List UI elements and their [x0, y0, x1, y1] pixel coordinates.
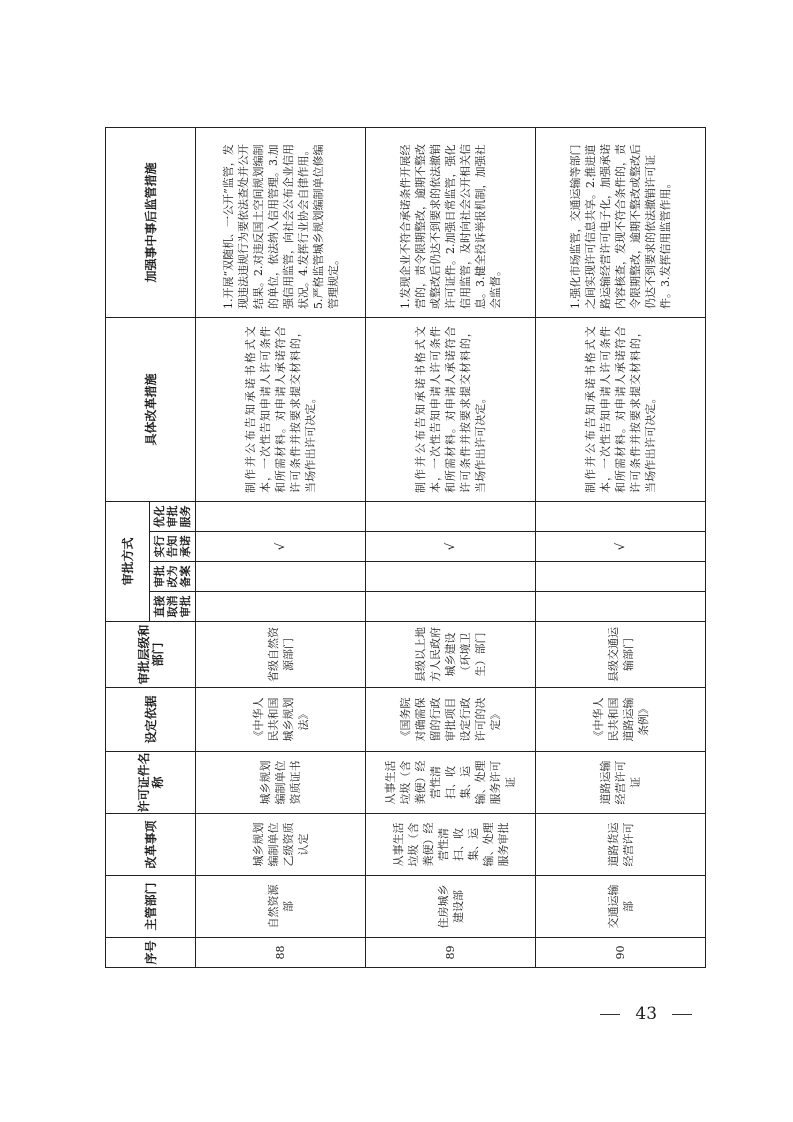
- cell-mode-optimize: [536, 501, 706, 531]
- reform-items-table: [105, 127, 706, 968]
- cell-license: 道路运输经营许可证: [536, 752, 706, 814]
- header-seq: 序号: [106, 938, 196, 968]
- cell-seq: 88: [196, 938, 366, 968]
- header-mode-optimize: 优化审批服务: [150, 501, 196, 531]
- cell-seq: 89: [366, 938, 536, 968]
- header-measures: 具体改革措施: [106, 317, 196, 501]
- header-supervision: 加强事中事后监管措施: [106, 127, 196, 317]
- header-mode-filing: 审批改为备案: [150, 562, 196, 592]
- check-mark: √: [366, 532, 536, 562]
- header-mode-cancel: 直接取消审批: [150, 592, 196, 622]
- table-row: [366, 127, 536, 967]
- cell-supervision: 1.开展“双随机、一公开”监管，发现违法违规行为要依法查处并公开结果。2.对违反国土空间规划编制的单位，依法纳入信用管理。3.加强信用监管，向社会公布企业信用状况。4.发挥行业协会自律作用。5.严格监管城乡规划编制单位修编管理规定。: [196, 127, 366, 317]
- cell-level: 省级自然资源部门: [196, 622, 366, 688]
- cell-basis: 《中华人民共和国城乡规划法》: [196, 688, 366, 752]
- cell-basis: 《国务院对确需保留的行政审批项目设定行政许可的决定》: [366, 688, 536, 752]
- table-row: [196, 127, 366, 967]
- cell-item: 道路货运经营许可: [536, 814, 706, 876]
- cell-measures: 制作并公布告知承诺书格式文本，一次性告知申请人许可条件和所需材料。对申请人承诺符合许可条件并按要求提交材料的，当场作出许可决定。: [366, 317, 536, 501]
- page-number: [600, 1004, 692, 1024]
- cell-mode-optimize: [196, 501, 366, 531]
- cell-license: 城乡规划编制单位资质证书: [196, 752, 366, 814]
- header-license: 许可证件名称: [106, 752, 196, 814]
- dash-left: [600, 1014, 620, 1015]
- header-department: 主管部门: [106, 876, 196, 938]
- cell-department: 自然资源部: [196, 876, 366, 938]
- cell-department: 住房城乡建设部: [366, 876, 536, 938]
- dash-right: [672, 1014, 692, 1015]
- cell-mode-filing: [536, 562, 706, 592]
- header-basis: 设定依据: [106, 688, 196, 752]
- table-row: [536, 127, 706, 967]
- cell-mode-cancel: [536, 592, 706, 622]
- cell-level: 县级交通运输部门: [536, 622, 706, 688]
- cell-mode-cancel: [196, 592, 366, 622]
- cell-measures: 制作并公布告知承诺书格式文本，一次性告知申请人许可条件和所需材料。对申请人承诺符合许可条件并按要求提交材料的，当场作出许可决定。: [536, 317, 706, 501]
- cell-basis: 《中华人民共和国道路运输条例》: [536, 688, 706, 752]
- header-level: 审批层级和部门: [106, 622, 196, 688]
- cell-department: 交通运输部: [536, 876, 706, 938]
- rotated-table-container: [105, 128, 685, 968]
- cell-mode-filing: [366, 562, 536, 592]
- cell-seq: 90: [536, 938, 706, 968]
- header-mode-group: 审批方式: [106, 501, 150, 621]
- cell-supervision: 1.强化市场监管，交通运输等部门之间实现许可信息共享。2.推进道路运输经营许可电子化，加强承诺内容核查，发现不符合条件的，责令限期整改，逾期不整改或整改后仍达不到要求的依法撤销许可证件。3.发挥信用监管作用。: [536, 127, 706, 317]
- cell-level: 县级以上地方人民政府城乡建设（环境卫生）部门: [366, 622, 536, 688]
- cell-mode-optimize: [366, 501, 536, 531]
- cell-mode-cancel: [366, 592, 536, 622]
- cell-item: 城乡规划编制单位乙级资质认定: [196, 814, 366, 876]
- check-mark: √: [536, 532, 706, 562]
- cell-item: 从事生活垃圾（含粪便）经营性清扫、收集、运输、处理服务审批: [366, 814, 536, 876]
- cell-measures: 制作并公布告知承诺书格式文本，一次性告知申请人许可条件和所需材料。对申请人承诺符合许可条件并按要求提交材料的，当场作出许可决定。: [196, 317, 366, 501]
- cell-license: 从事生活垃圾（含粪便）经营性清扫、收集、运输、处理服务许可证: [366, 752, 536, 814]
- check-mark: √: [196, 532, 366, 562]
- page-number-value: 43: [635, 1004, 658, 1024]
- header-item: 改革事项: [106, 814, 196, 876]
- cell-mode-filing: [196, 562, 366, 592]
- header-mode-commitment: 实行告知承诺: [150, 532, 196, 562]
- cell-supervision: 1.发现企业不符合承诺条件开展经营的，责令限期整改，逾期不整改或整改后仍达不到要求的依法撤销许可证件。2.加强日常监管，强化信用监管，及时向社会公开相关信息。3.健全投诉举报机制，加强社会监督。: [366, 127, 536, 317]
